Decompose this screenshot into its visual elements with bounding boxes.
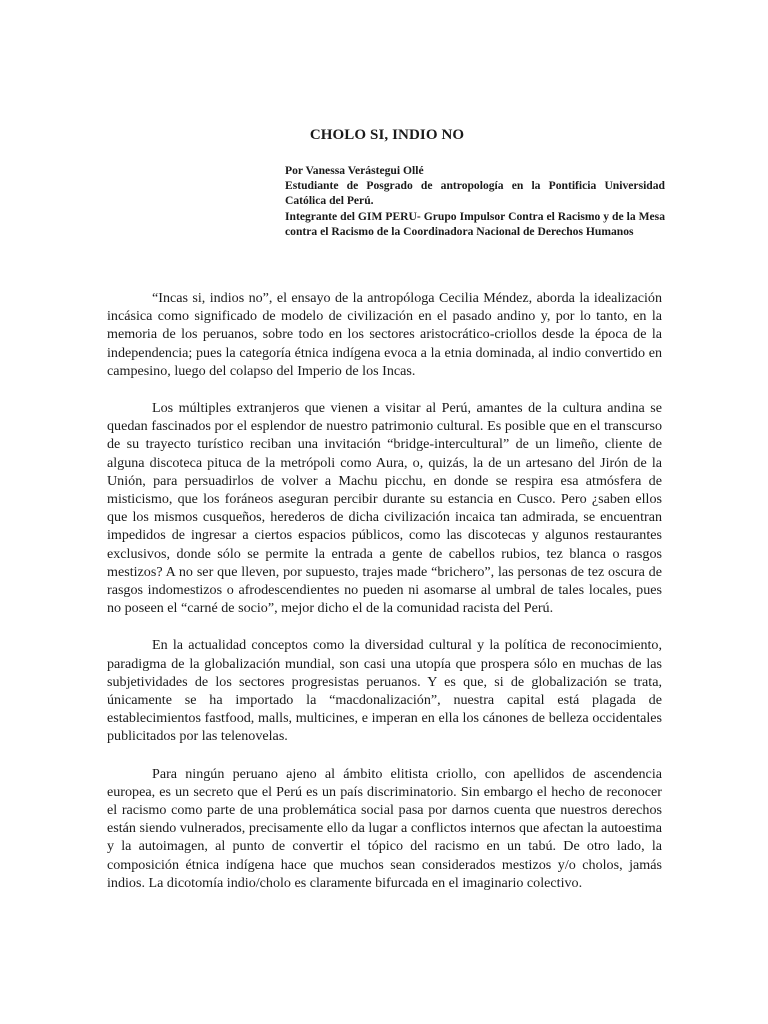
document-title: CHOLO SI, INDIO NO bbox=[309, 127, 465, 143]
paragraph-1: “Incas si, indios no”, el ensayo de la antropóloga Cecilia Méndez, aborda la idealización incásica como significado de modelo de civilización en el pasado andino y, por lo tanto, en la memoria de los peruanos, sobre todo en los sectores aristocrático-criollos desde la época de la independencia; pues la categoría étnica indígena evoca a la etnia dominada, al indio convertido en campesino, luego del colapso del Imperio de los Incas. bbox=[107, 290, 662, 379]
author-name: Por Vanessa Verástegui Ollé bbox=[285, 164, 424, 177]
paragraph-2: Los múltiples extranjeros que vienen a visitar al Perú, amantes de la cultura andina se quedan fascinados por el esplendor de nuestro patrimonio cultural. Es posible que en el transcurso de su trayecto turístico reciban una invitación “bridge-intercultural” de un limeño, cliente de alguna discoteca pituca de la metrópoli como Aura, o, quizás, la de un artesano del Jirón de la Unión, para persuadirlos de volver a Machu picchu, en donde se respira esa atmósfera de misticismo, que los foráneos aseguran percibir durante su estancia en Cusco. Pero ¿saben ellos que los mismos cusqueños, herederos de dicha civilización incaica tan admirada, se encuentran impedidos de ingresar a ciertos espacios públicos, como las discotecas y algunos restaurantes exclusivos, donde sólo se permite la entrada a gente de cabellos rubios, tez blanca o rasgos mestizos? A no ser que lleven, por supuesto, trajes made “brichero”, las personas de tez oscura de rasgos indomestizos o afrodescendientes no pueden ni asomarse al umbral de tales locales, pues no poseen el “carné de socio”, mejor dicho el de la comunidad racista del Perú. bbox=[107, 400, 662, 617]
paragraph-4: Para ningún peruano ajeno al ámbito elitista criollo, con apellidos de ascendencia europea, es un secreto que el Perú es un país discriminatorio. Sin embargo el hecho de reconocer el racismo como parte de una problemática social pasa por darnos cuenta que nuestros derechos están siendo vulnerados, precisamente ello da lugar a conflictos internos que afectan la autoestima y la autoimagen, al punto de convertir el tópico del racismo en un tabú. De otro lado, la composición étnica indígena hace que muchos sean considerados mestizos y/o cholos, jamás indios. La dicotomía indio/cholo es claramente bifurcada en el imaginario colectivo. bbox=[107, 765, 662, 891]
essay-body bbox=[107, 289, 662, 911]
author-affiliation-university: Estudiante de Posgrado de antropología en la Pontificia Universidad Católica del Perú. bbox=[285, 179, 665, 208]
paragraph-3: En la actualidad conceptos como la diversidad cultural y la política de reconocimiento, paradigma de la globalización mundial, son casi una utopía que prospera sólo en muchas de las subjetividades de los sectores progresistas peruanos. Y es que, si de globalización se trata, únicamente se ha importado la “macdonalización”, nuestra capital está plagada de establecimientos fastfood, malls, multicines, e imperan en ella los cánones de belleza occidentales publicitados por las telenovelas. bbox=[107, 637, 662, 745]
author-byline bbox=[285, 163, 665, 239]
author-affiliation-gim-peru: Integrante del GIM PERU- Grupo Impulsor Contra el Racismo y de la Mesa contra el Racismo de la Coordinadora Nacional de Derechos Humanos bbox=[285, 209, 665, 238]
